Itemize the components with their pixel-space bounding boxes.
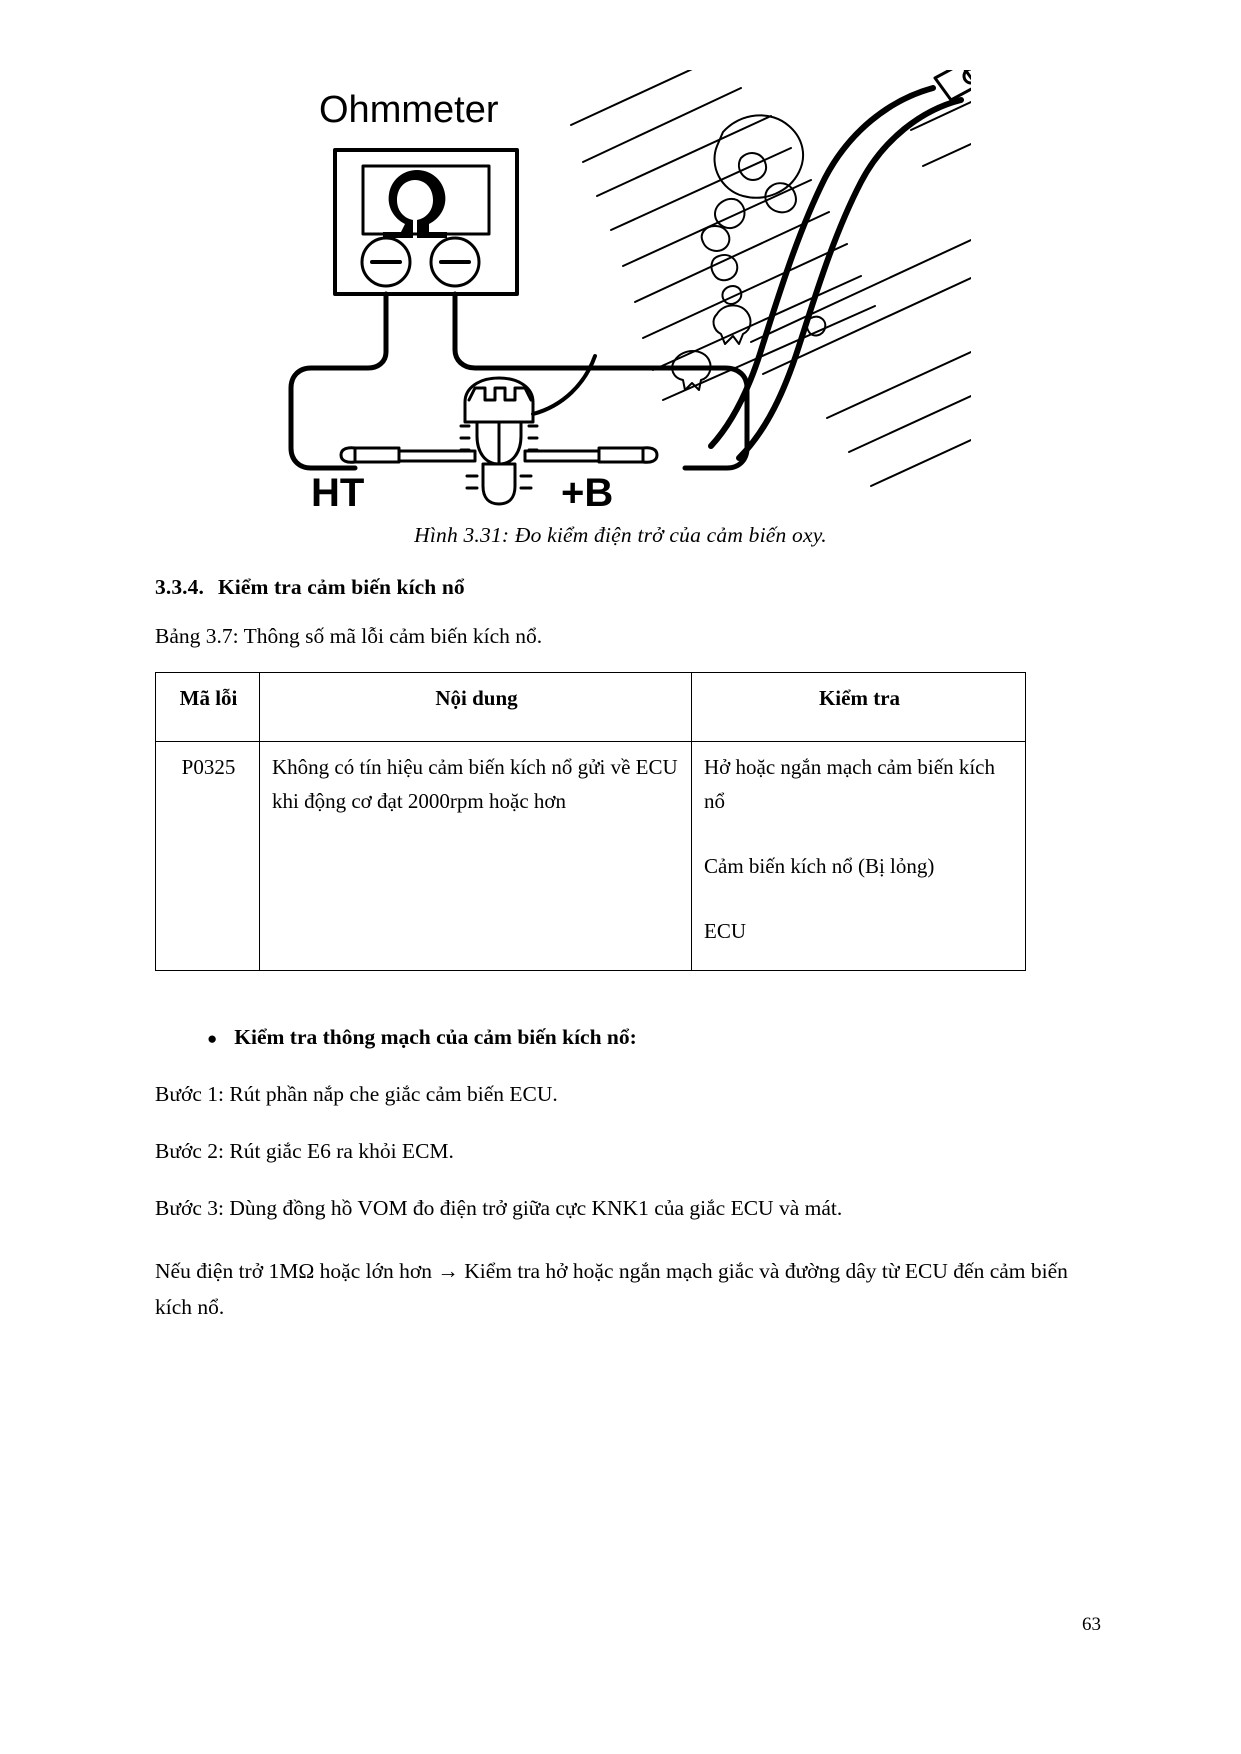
- bullet-dot-icon: ●: [207, 1028, 218, 1048]
- check-spacer: [704, 818, 1015, 849]
- table-header-description: Nội dung: [260, 672, 692, 741]
- closing-paragraph: Nếu điện trở 1MΩ hoặc lớn hơn → Kiểm tra hở hoặc ngắn mạch giắc và đường dây từ ECU đến cảm biến kích nổ.: [155, 1258, 1068, 1320]
- table-caption: Bảng 3.7: Thông số mã lỗi cảm biến kích nổ.: [155, 624, 543, 648]
- figure-3-31: [0, 70, 1241, 548]
- page-content: [155, 575, 1090, 1326]
- check-item-2: Cảm biến kích nổ (Bị lỏng): [704, 853, 935, 878]
- section-heading: [155, 575, 1090, 600]
- step-3: Bước 3: Dùng đồng hồ VOM đo điện trở giữa cực KNK1 của giắc ECU và mát.: [155, 1195, 843, 1220]
- step-2: Bước 2: Rút giắc E6 ra khỏi ECM.: [155, 1138, 454, 1163]
- terminal-b-label: +B: [560, 471, 613, 510]
- section-number: 3.3.4.: [155, 575, 204, 599]
- terminal-ht-label: HT: [310, 471, 364, 510]
- ohmmeter-oxygen-sensor-diagram: [271, 70, 971, 510]
- table-header-code: Mã lỗi: [156, 672, 260, 741]
- dtc-table: [155, 672, 1026, 971]
- table-row: [156, 741, 1026, 970]
- continuity-check-label: Kiểm tra thông mạch của cảm biến kích nổ:: [234, 1024, 637, 1049]
- table-header-row: [156, 672, 1026, 741]
- cell-dtc-check: [692, 741, 1026, 970]
- ohmmeter-label: Ohmmeter: [318, 89, 498, 131]
- check-spacer: [704, 883, 1015, 914]
- page-number: 63: [1082, 1614, 1101, 1635]
- check-item-3: ECU: [704, 918, 746, 943]
- table-header-check: Kiểm tra: [692, 672, 1026, 741]
- step-1: Bước 1: Rút phần nắp che giắc cảm biến ECU.: [155, 1081, 558, 1106]
- cell-dtc-code: P0325: [156, 741, 260, 970]
- cell-dtc-description: Không có tín hiệu cảm biến kích nổ gửi về ECU khi động cơ đạt 2000rpm hoặc hơn: [260, 741, 692, 970]
- section-title: Kiểm tra cảm biến kích nổ: [217, 575, 465, 599]
- figure-caption: Hình 3.31: Đo kiểm điện trở của cảm biến oxy.: [414, 523, 827, 547]
- continuity-check-bullet: [207, 1025, 1090, 1050]
- check-item-1: Hở hoặc ngắn mạch cảm biến kích nổ: [704, 754, 995, 813]
